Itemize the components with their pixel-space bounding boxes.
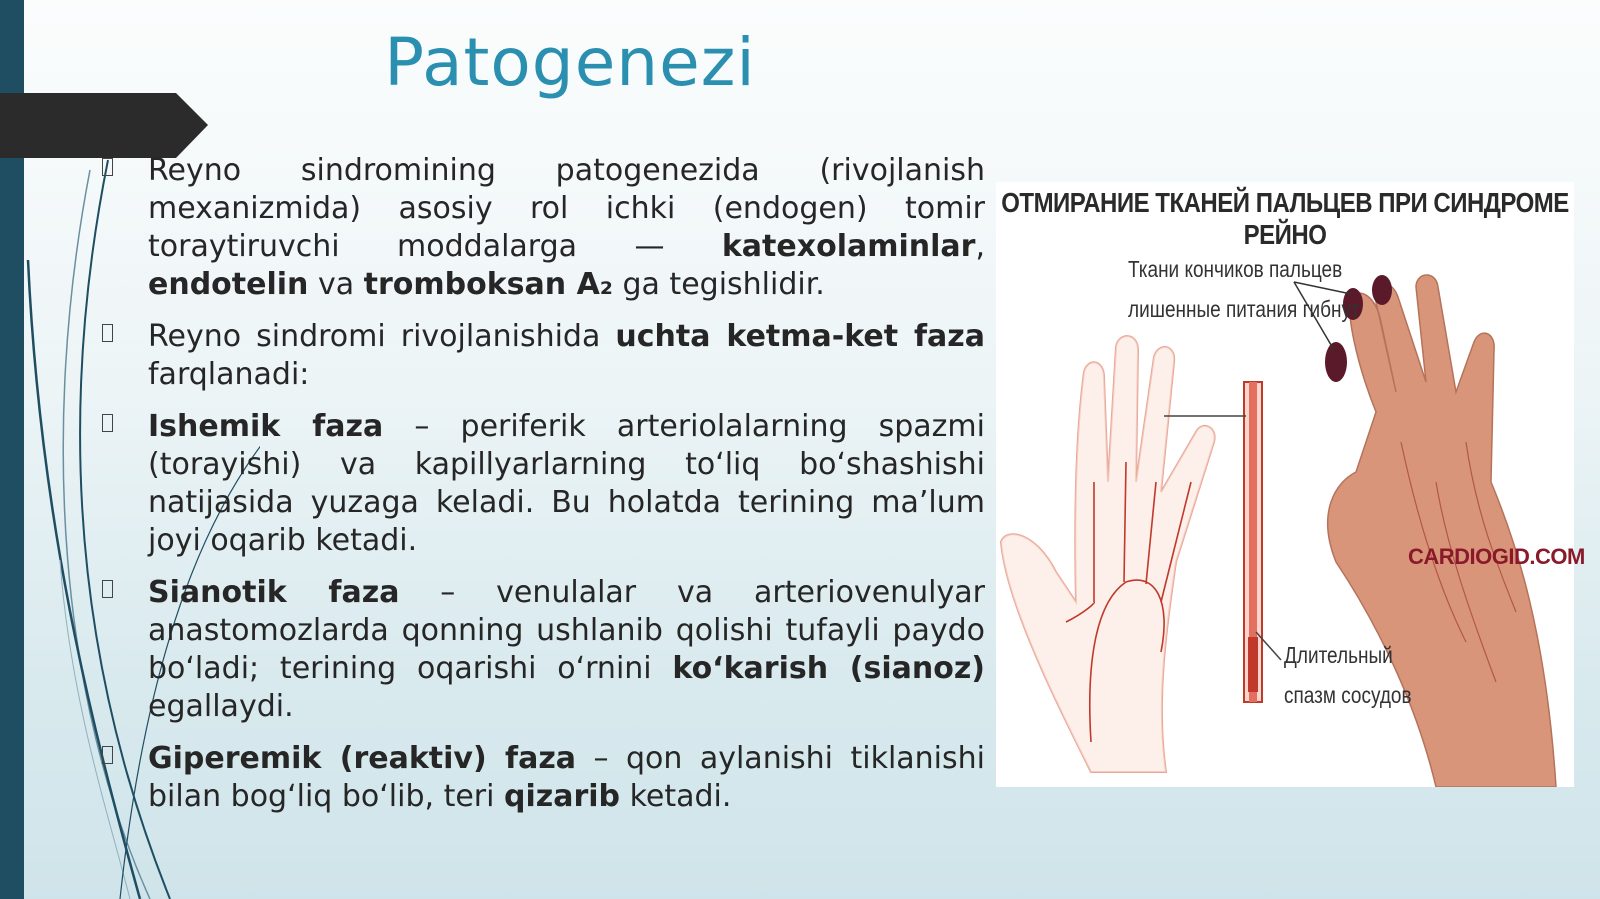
raynaud-illustration bbox=[996, 182, 1585, 787]
bold-term: Sianotik faza bbox=[148, 575, 400, 610]
bold-term: qizarib bbox=[504, 779, 621, 814]
bold-term: endotelin bbox=[148, 267, 309, 302]
bullet-text: ketadi. bbox=[620, 779, 732, 814]
bullet-text: ga tegishlidir. bbox=[612, 267, 825, 302]
bullet-item bbox=[100, 740, 985, 816]
bold-term: katexolaminlar bbox=[721, 229, 976, 264]
bullet-text: egallaydi. bbox=[148, 689, 294, 724]
bullet-item bbox=[100, 574, 985, 726]
title-arrow-tab bbox=[0, 93, 208, 158]
bullet-list bbox=[100, 152, 985, 830]
bold-term: tromboksan A₂ bbox=[363, 267, 613, 302]
bullet-marker-icon bbox=[102, 414, 113, 432]
label-necrosis-line1: Ткани кончиков пальцев bbox=[1128, 257, 1343, 283]
bullet-item bbox=[100, 408, 985, 560]
bold-term: Ishemik faza bbox=[148, 409, 384, 444]
bold-term: ko‘karish (sianoz) bbox=[672, 651, 985, 686]
figure-title: ОТМИРАНИЕ ТКАНЕЙ ПАЛЬЦЕВ ПРИ СИНДРОМЕ РЕЙНО bbox=[1001, 187, 1569, 252]
label-necrosis-line2: лишенные питания гибнут bbox=[1128, 297, 1360, 323]
bullet-text: – qon aylanishi tiklanishi bilan bog‘liq bo‘lib, teri bbox=[148, 741, 985, 814]
label-spasm-line2: спазм сосудов bbox=[1284, 683, 1412, 709]
bullet-text: farqlanadi: bbox=[148, 357, 310, 392]
label-spasm-line1: Длительный bbox=[1284, 643, 1393, 669]
bullet-text: – venulalar va arteriovenulyar anastomozlarda qonning ushlanib qolishi tufayli paydo bo‘ladi; terining oqarishi o‘rnini bbox=[148, 575, 985, 686]
bullet-item bbox=[100, 318, 985, 394]
bullet-text: Reyno sindromining patogenezida (rivojlanish mexanizmida) asosiy rol ichki (endogen) tomir toraytiruvchi moddalarga — bbox=[148, 153, 985, 264]
bullet-marker-icon bbox=[102, 580, 113, 598]
bullet-text: , bbox=[975, 229, 985, 264]
bullet-text: – periferik arteriolalarning spazmi (torayishi) va kapillyarlarning to‘liq bo‘shashishi natijasida yuzaga keladi. Bu holatda terining ma’lum joyi oqarib ketadi. bbox=[148, 409, 985, 558]
bullet-text: va bbox=[308, 267, 364, 302]
bullet-text: Reyno sindromi rivojlanishida bbox=[148, 319, 616, 354]
bullet-marker-icon bbox=[102, 324, 113, 342]
bullet-marker-icon bbox=[102, 746, 113, 764]
bold-term: uchta ketma-ket faza bbox=[615, 319, 985, 354]
bullet-marker-icon bbox=[102, 158, 113, 176]
bold-term: Giperemik (reaktiv) faza bbox=[148, 741, 577, 776]
watermark: CARDIOGID.COM bbox=[1408, 544, 1585, 569]
bullet-item bbox=[100, 152, 985, 304]
slide-title: Patogenezi bbox=[384, 24, 756, 101]
